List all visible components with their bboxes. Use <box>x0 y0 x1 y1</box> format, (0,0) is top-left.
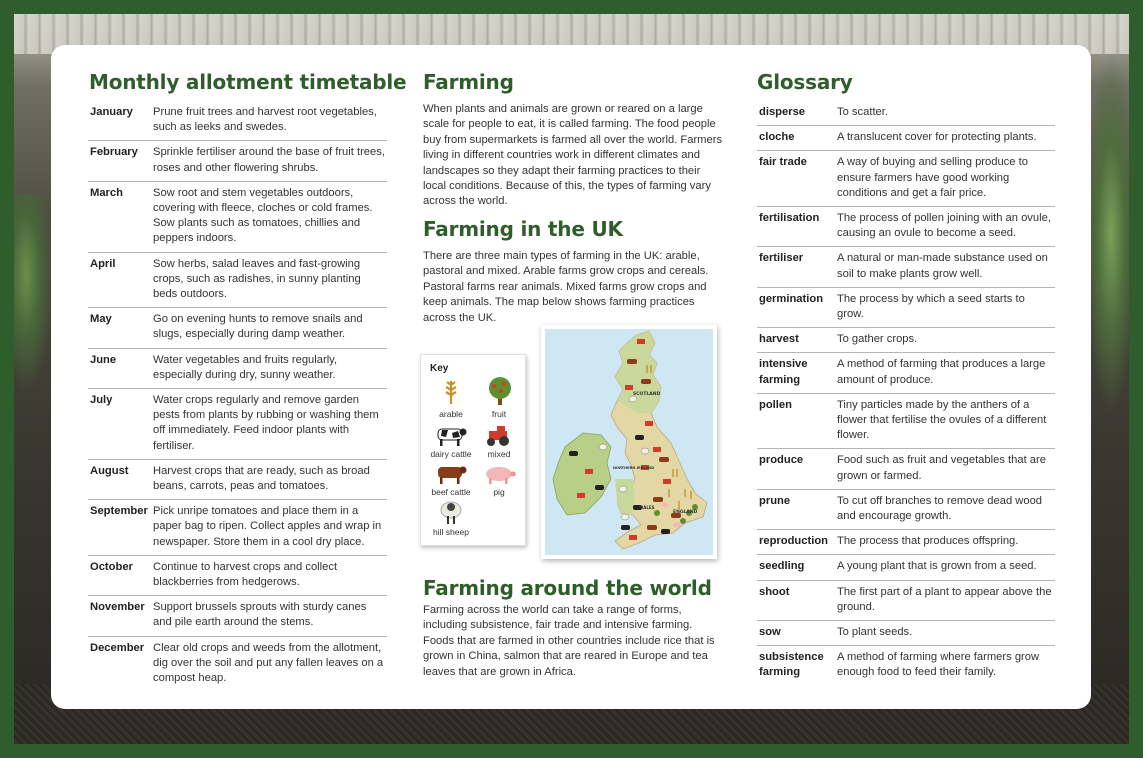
glossary-definition: The process that produces offspring. <box>835 530 1055 555</box>
timetable-row <box>88 500 387 556</box>
content-card <box>51 45 1091 709</box>
map-label-england: ENGLAND <box>673 510 698 515</box>
glossary-term: fair trade <box>757 151 835 207</box>
timetable-row <box>88 596 387 636</box>
key-label-arable: arable <box>439 409 463 419</box>
timetable-task: Support brussels sprouts with sturdy canes and pile earth around the stems. <box>151 596 387 636</box>
glossary-term: subsistence farming <box>759 651 824 679</box>
timetable-month: June <box>88 348 151 388</box>
glossary-definition: A method of farming where farmers grow enough food to feed their family. <box>837 651 1040 679</box>
timetable-task: Sow herbs, salad leaves and fast-growing crops, such as radishes, in sunny planting beds outdoors. <box>151 252 387 308</box>
timetable-row <box>88 389 387 460</box>
timetable-task: Water crops regularly and remove garden pests from plants by rubbing or washing them off immediately. Feed indoor plants with fertiliser. <box>151 389 387 460</box>
map-sea <box>545 329 713 555</box>
glossary-row <box>757 530 1055 555</box>
glossary-row <box>757 555 1055 580</box>
timetable-month: February <box>88 141 151 181</box>
hill-sheep-icon <box>438 501 464 525</box>
glossary-definition: To gather crops. <box>835 328 1055 353</box>
timetable-row <box>88 252 387 308</box>
glossary-definition: A method of farming that produces a large amount of produce. <box>835 353 1055 393</box>
glossary-row <box>757 151 1055 207</box>
timetable-month: August <box>88 459 151 499</box>
pig-icon <box>483 465 517 485</box>
glossary-definition: Food such as fruit and vegetables that are grown or farmed. <box>835 449 1055 489</box>
key-title: Key <box>430 363 449 374</box>
map-label-scotland: SCOTLAND <box>633 392 661 397</box>
timetable-task: Prune fruit trees and harvest root vegetables, such as leeks and swedes. <box>151 101 387 141</box>
glossary-term: produce <box>757 449 835 489</box>
glossary-definition: To plant seeds. <box>835 621 1055 646</box>
glossary-definition: Tiny particles made by the anthers of a flower that fertilise the ovules of a different flower. <box>835 393 1055 449</box>
map-label-wales: WALES <box>639 505 655 510</box>
wales-region <box>615 479 635 515</box>
key-label-mixed: mixed <box>487 449 511 459</box>
timetable-title: Monthly allotment timetable <box>89 70 407 94</box>
glossary-definition: A young plant that is grown from a seed. <box>835 555 1055 580</box>
farming-world-paragraph: Farming across the world can take a range of forms, including subsistence, fair trade and intensive farming. Foods that are farmed in other countries include rice that is grown in China, salmon that are reared in Europe and tea leaves that are grown in Africa. <box>423 604 715 678</box>
timetable-month: January <box>88 101 151 141</box>
farming-world-title: Farming around the world <box>423 576 712 600</box>
timetable-month: October <box>88 555 151 595</box>
timetable-row <box>88 555 387 595</box>
glossary-term: pollen <box>757 393 835 449</box>
farming-paragraph: When plants and animals are grown or reared on a large scale for people to eat, it is called farming. The food people buy from supermarkets is farmed all over the world. Farmers living in different countries work in different climates and landscapes so they adapt their farming practices to their local conditions. Because of this, the types of farming vary across the world. <box>423 103 723 208</box>
timetable-row <box>88 141 387 181</box>
glossary-row <box>757 247 1055 287</box>
glossary-table <box>757 101 1055 686</box>
glossary-term: intensive farming <box>757 353 835 393</box>
timetable-row <box>88 348 387 388</box>
timetable-task: Water vegetables and fruits regularly, especially during dry, sunny weather. <box>151 348 387 388</box>
glossary-row <box>757 287 1055 327</box>
timetable-month: March <box>88 181 151 252</box>
arable-icon <box>441 379 461 405</box>
timetable-task: Harvest crops that are ready, such as broad beans, carrots, peas and tomatoes. <box>151 459 387 499</box>
timetable-row <box>88 636 387 691</box>
glossary-term: germination <box>757 287 835 327</box>
timetable-row <box>88 308 387 348</box>
glossary-term: sow <box>757 621 835 646</box>
timetable-month: May <box>88 308 151 348</box>
timetable-row <box>88 101 387 141</box>
glossary-row <box>757 353 1055 393</box>
timetable-task: Continue to harvest crops and collect blackberries from hedgerows. <box>151 555 387 595</box>
timetable-row <box>88 181 387 252</box>
glossary-row <box>757 621 1055 646</box>
timetable-task: Pick unripe tomatoes and place them in a paper bag to ripen. Collect apples and wrap in newspaper. Store them in a cool dry place. <box>151 500 387 556</box>
glossary-row <box>757 646 1055 686</box>
glossary-definition: To cut off branches to remove dead wood and encourage growth. <box>835 489 1055 529</box>
timetable-task: Sprinkle fertiliser around the base of fruit trees, roses and other flowering shrubs. <box>151 141 387 181</box>
map-label-northern-ireland: NORTHERN IRELAND <box>613 466 655 470</box>
glossary-row <box>757 101 1055 126</box>
glossary-term: disperse <box>757 101 835 126</box>
timetable-month: July <box>88 389 151 460</box>
map-key <box>420 354 526 546</box>
glossary-term: fertilisation <box>757 207 835 247</box>
tractor-icon <box>483 425 517 447</box>
timetable-table <box>88 101 387 691</box>
farming-uk-paragraph: There are three main types of farming in the UK: arable, pastoral and mixed. Arable farms grow crops and cereals. Pastoral farms rear animals. Mixed farms grow crops and keep animals. The map below shows farming practices across the UK. <box>423 250 709 324</box>
dairy-cattle-icon <box>434 425 468 447</box>
timetable-month: September <box>88 500 151 556</box>
glossary-definition: The first part of a plant to appear above the ground. <box>835 580 1055 620</box>
glossary-definition: The process of pollen joining with an ovule, causing an ovule to become a seed. <box>835 207 1055 247</box>
glossary-term: fertiliser <box>757 247 835 287</box>
glossary-row <box>757 393 1055 449</box>
timetable-task: Go on evening hunts to remove snails and slugs, especially during damp weather. <box>151 308 387 348</box>
glossary-row <box>757 126 1055 151</box>
glossary-term: prune <box>757 489 835 529</box>
glossary-title: Glossary <box>757 70 853 94</box>
glossary-row <box>757 449 1055 489</box>
timetable-month: December <box>90 641 145 654</box>
farming-uk-title: Farming in the UK <box>423 217 623 241</box>
key-label-hill-sheep: hill sheep <box>433 527 469 537</box>
farming-title: Farming <box>423 70 514 94</box>
glossary-definition: A natural or man-made substance used on soil to make plants grow well. <box>835 247 1055 287</box>
glossary-definition: The process by which a seed starts to grow. <box>835 287 1055 327</box>
uk-map-svg <box>545 329 713 555</box>
timetable-month: April <box>88 252 151 308</box>
timetable-row <box>88 459 387 499</box>
glossary-row <box>757 580 1055 620</box>
glossary-definition: A way of buying and selling produce to ensure farmers have good working conditions and get a fair price. <box>835 151 1055 207</box>
glossary-term: seedling <box>757 555 835 580</box>
uk-farming-map <box>541 325 717 559</box>
glossary-row <box>757 207 1055 247</box>
timetable-task: Sow root and stem vegetables outdoors, covering with fleece, cloches or cold frames. Sow plants such as tomatoes, chillies and peppers indoors. <box>151 181 387 252</box>
timetable-task: Clear old crops and weeds from the allotment, dig over the soil and put any fallen leaves on a compost heap. <box>153 641 384 685</box>
glossary-term: cloche <box>757 126 835 151</box>
key-label-beef-cattle: beef cattle <box>431 487 471 497</box>
glossary-term: harvest <box>757 328 835 353</box>
glossary-term: reproduction <box>757 530 835 555</box>
beef-cattle-icon <box>434 463 468 485</box>
glossary-row <box>757 489 1055 529</box>
fruit-tree-icon <box>482 377 518 405</box>
glossary-term: shoot <box>757 580 835 620</box>
glossary-row <box>757 328 1055 353</box>
key-label-pig: pig <box>493 487 505 497</box>
glossary-definition: To scatter. <box>835 101 1055 126</box>
plant-left-background <box>14 194 54 394</box>
key-label-dairy-cattle: dairy cattle <box>430 449 472 459</box>
key-label-fruit: fruit <box>491 409 507 419</box>
glossary-definition: A translucent cover for protecting plants. <box>835 126 1055 151</box>
timetable-month: November <box>88 596 151 636</box>
